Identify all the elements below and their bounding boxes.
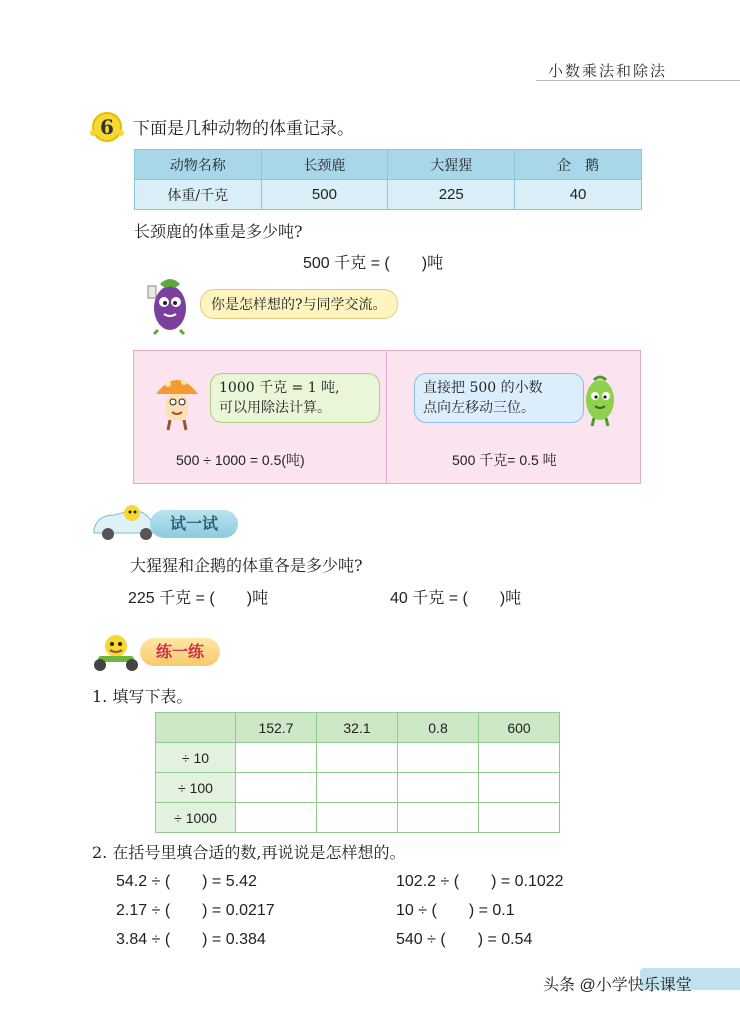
answer-blank[interactable] bbox=[170, 931, 202, 948]
exercise-2-equation bbox=[396, 868, 564, 891]
answer-cell[interactable] bbox=[317, 803, 398, 833]
table-row bbox=[135, 180, 642, 210]
answer-blank[interactable] bbox=[170, 873, 202, 890]
equation-right: ) = 0.54 bbox=[477, 931, 533, 948]
equation-left: 500 千克 = ( bbox=[303, 255, 390, 272]
division-calculation: 500 ÷ 1000 = 0.5(吨) bbox=[176, 452, 305, 468]
exercise-2-equation bbox=[116, 897, 275, 920]
division-fill-table bbox=[155, 712, 560, 833]
answer-cell[interactable] bbox=[479, 803, 560, 833]
equation-left: 40 千克 = ( bbox=[390, 590, 468, 607]
problem-number-badge: 6 bbox=[92, 112, 122, 142]
answer-cell[interactable] bbox=[479, 743, 560, 773]
table-cell: 大猩猩 bbox=[388, 150, 515, 180]
exercise-2-equation bbox=[116, 868, 257, 891]
hint-line: 1000 千克 = 1 吨, bbox=[219, 380, 340, 396]
exercise-2-equation bbox=[396, 897, 515, 920]
decimal-shift-calculation: 500 千克= 0.5 吨 bbox=[452, 452, 557, 468]
answer-blank[interactable] bbox=[170, 902, 202, 919]
table-corner-cell bbox=[156, 713, 236, 743]
practice-banner: 练一练 bbox=[140, 638, 220, 666]
equation-right: ) = 0.1 bbox=[468, 902, 515, 919]
equation-right: )吨 bbox=[421, 255, 444, 272]
equation-left: 225 千克 = ( bbox=[128, 590, 215, 607]
equation-left: 10 ÷ ( bbox=[396, 902, 437, 919]
eggplant-mascot-icon bbox=[140, 268, 198, 336]
exercise-1-label: 1. 填写下表。 bbox=[92, 687, 193, 706]
table-row bbox=[156, 803, 560, 833]
answer-blank[interactable] bbox=[215, 590, 247, 607]
gorilla-equation bbox=[128, 585, 268, 608]
try-it-question: 大猩猩和企鹅的体重各是多少吨? bbox=[130, 556, 363, 575]
table-cell: 225 bbox=[388, 180, 515, 210]
exercise-2-equation bbox=[116, 926, 266, 949]
table-cell: 长颈鹿 bbox=[261, 150, 388, 180]
equation-right: )吨 bbox=[499, 590, 522, 607]
animal-weight-table bbox=[134, 149, 642, 210]
giraffe-question: 长颈鹿的体重是多少吨? bbox=[134, 222, 303, 241]
table-row-header: ÷ 1000 bbox=[156, 803, 236, 833]
answer-blank[interactable] bbox=[459, 873, 491, 890]
equation-right: ) = 5.42 bbox=[202, 873, 257, 890]
table-header-cell: 152.7 bbox=[236, 713, 317, 743]
answer-cell[interactable] bbox=[236, 743, 317, 773]
hint-line: 点向左移动三位。 bbox=[423, 400, 535, 416]
table-row bbox=[156, 713, 560, 743]
answer-cell[interactable] bbox=[398, 743, 479, 773]
table-cell: 动物名称 bbox=[135, 150, 262, 180]
equation-left: 54.2 ÷ ( bbox=[116, 873, 171, 890]
table-row-header: ÷ 100 bbox=[156, 773, 236, 803]
table-cell: 40 bbox=[515, 180, 642, 210]
hint-line: 直接把 500 的小数 bbox=[423, 380, 543, 396]
answer-cell[interactable] bbox=[398, 773, 479, 803]
answer-blank[interactable] bbox=[468, 590, 500, 607]
header-rule bbox=[536, 80, 740, 81]
discussion-speech-bubble: 你是怎样想的?与同学交流。 bbox=[200, 289, 398, 319]
chapter-title: 小数乘法和除法 bbox=[548, 62, 668, 80]
answer-blank[interactable] bbox=[446, 931, 478, 948]
equation-right: ) = 0.0217 bbox=[202, 902, 275, 919]
exercise-2-label: 2. 在括号里填合适的数,再说说是怎样想的。 bbox=[92, 843, 406, 862]
source-watermark: 头条 @小学快乐课堂 bbox=[543, 977, 692, 994]
answer-cell[interactable] bbox=[479, 773, 560, 803]
equation-left: 3.84 ÷ ( bbox=[116, 931, 171, 948]
table-cell: 500 bbox=[261, 180, 388, 210]
table-row-header: ÷ 10 bbox=[156, 743, 236, 773]
hint-line: 可以用除法计算。 bbox=[219, 400, 331, 416]
answer-cell[interactable] bbox=[398, 803, 479, 833]
equation-left: 102.2 ÷ ( bbox=[396, 873, 460, 890]
answer-blank[interactable] bbox=[390, 255, 422, 272]
equation-left: 2.17 ÷ ( bbox=[116, 902, 171, 919]
table-header-cell: 600 bbox=[479, 713, 560, 743]
answer-cell[interactable] bbox=[236, 773, 317, 803]
mushroom-mascot-icon bbox=[152, 370, 202, 432]
equation-right: ) = 0.384 bbox=[202, 931, 266, 948]
table-row bbox=[156, 773, 560, 803]
table-row bbox=[156, 743, 560, 773]
motorbike-mascot-icon bbox=[90, 632, 142, 672]
problem-6-question: 下面是几种动物的体重记录。 bbox=[133, 119, 354, 139]
try-it-banner: 试一试 bbox=[150, 510, 238, 538]
decimal-shift-hint-bubble bbox=[414, 373, 584, 423]
answer-cell[interactable] bbox=[317, 743, 398, 773]
equation-right: ) = 0.1022 bbox=[491, 873, 564, 890]
panel-divider bbox=[386, 350, 387, 484]
table-header-cell: 32.1 bbox=[317, 713, 398, 743]
bean-mascot-icon bbox=[580, 374, 620, 428]
penguin-equation bbox=[390, 585, 521, 608]
giraffe-equation bbox=[303, 250, 443, 273]
table-cell: 体重/千克 bbox=[135, 180, 262, 210]
table-header-cell: 0.8 bbox=[398, 713, 479, 743]
division-hint-bubble bbox=[210, 373, 380, 423]
exercise-2-equation bbox=[396, 926, 532, 949]
answer-cell[interactable] bbox=[236, 803, 317, 833]
equation-left: 540 ÷ ( bbox=[396, 931, 446, 948]
table-cell: 企 鹅 bbox=[515, 150, 642, 180]
answer-cell[interactable] bbox=[317, 773, 398, 803]
answer-blank[interactable] bbox=[437, 902, 469, 919]
table-row bbox=[135, 150, 642, 180]
equation-right: )吨 bbox=[246, 590, 269, 607]
